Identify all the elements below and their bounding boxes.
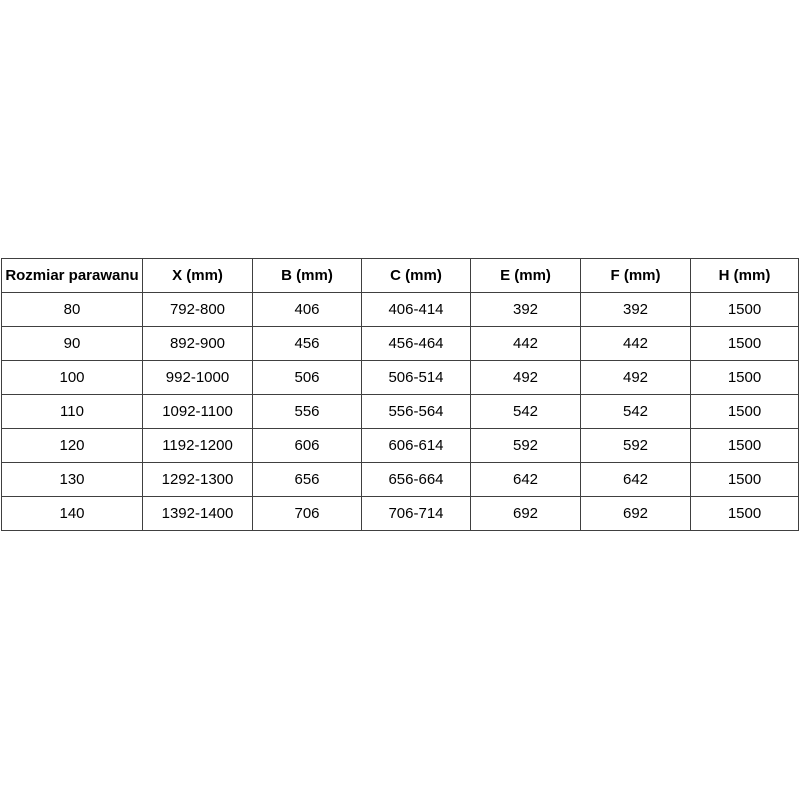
table-cell: 692 — [581, 497, 691, 531]
column-header-c: C (mm) — [362, 259, 471, 293]
table-cell: 392 — [471, 293, 581, 327]
column-header-h: H (mm) — [691, 259, 799, 293]
table-cell: 1500 — [691, 463, 799, 497]
table-cell: 556 — [253, 395, 362, 429]
column-header-f: F (mm) — [581, 259, 691, 293]
table-cell: 592 — [581, 429, 691, 463]
table-cell: 992-1000 — [143, 361, 253, 395]
table-cell: 492 — [581, 361, 691, 395]
table-cell: 792-800 — [143, 293, 253, 327]
table-cell: 642 — [471, 463, 581, 497]
table-cell: 1500 — [691, 395, 799, 429]
table-cell: 1092-1100 — [143, 395, 253, 429]
table-cell: 456 — [253, 327, 362, 361]
table-cell: 656 — [253, 463, 362, 497]
table-cell: 80 — [2, 293, 143, 327]
table-cell: 506-514 — [362, 361, 471, 395]
table-cell: 556-564 — [362, 395, 471, 429]
table-cell: 456-464 — [362, 327, 471, 361]
table-cell: 492 — [471, 361, 581, 395]
table-cell: 442 — [581, 327, 691, 361]
table-row — [2, 429, 799, 463]
column-header-b: B (mm) — [253, 259, 362, 293]
table-cell: 120 — [2, 429, 143, 463]
table-cell: 1500 — [691, 497, 799, 531]
table-cell: 706 — [253, 497, 362, 531]
table-cell: 406 — [253, 293, 362, 327]
table-row — [2, 293, 799, 327]
table-header-row — [2, 259, 799, 293]
column-header-e: E (mm) — [471, 259, 581, 293]
table-row — [2, 395, 799, 429]
table-cell: 442 — [471, 327, 581, 361]
table-body — [2, 293, 799, 531]
table-cell: 406-414 — [362, 293, 471, 327]
table-cell: 392 — [581, 293, 691, 327]
table-cell: 1192-1200 — [143, 429, 253, 463]
table-cell: 506 — [253, 361, 362, 395]
table-cell: 90 — [2, 327, 143, 361]
column-header-rozmiar: Rozmiar parawanu — [2, 259, 143, 293]
table-row — [2, 361, 799, 395]
table-cell: 1500 — [691, 429, 799, 463]
table-cell: 1500 — [691, 361, 799, 395]
table-row — [2, 497, 799, 531]
table-cell: 892-900 — [143, 327, 253, 361]
dimension-table — [1, 258, 799, 531]
table-cell: 140 — [2, 497, 143, 531]
table-row — [2, 463, 799, 497]
table-cell: 1500 — [691, 327, 799, 361]
table-cell: 110 — [2, 395, 143, 429]
table-cell: 656-664 — [362, 463, 471, 497]
table-cell: 692 — [471, 497, 581, 531]
table-row — [2, 327, 799, 361]
table-cell: 1392-1400 — [143, 497, 253, 531]
table-cell: 706-714 — [362, 497, 471, 531]
table-cell: 1500 — [691, 293, 799, 327]
table-cell: 100 — [2, 361, 143, 395]
table-cell: 592 — [471, 429, 581, 463]
column-header-x: X (mm) — [143, 259, 253, 293]
table-cell: 542 — [581, 395, 691, 429]
table-cell: 606 — [253, 429, 362, 463]
table-cell: 130 — [2, 463, 143, 497]
table-cell: 642 — [581, 463, 691, 497]
table-cell: 1292-1300 — [143, 463, 253, 497]
table-cell: 542 — [471, 395, 581, 429]
table-cell: 606-614 — [362, 429, 471, 463]
